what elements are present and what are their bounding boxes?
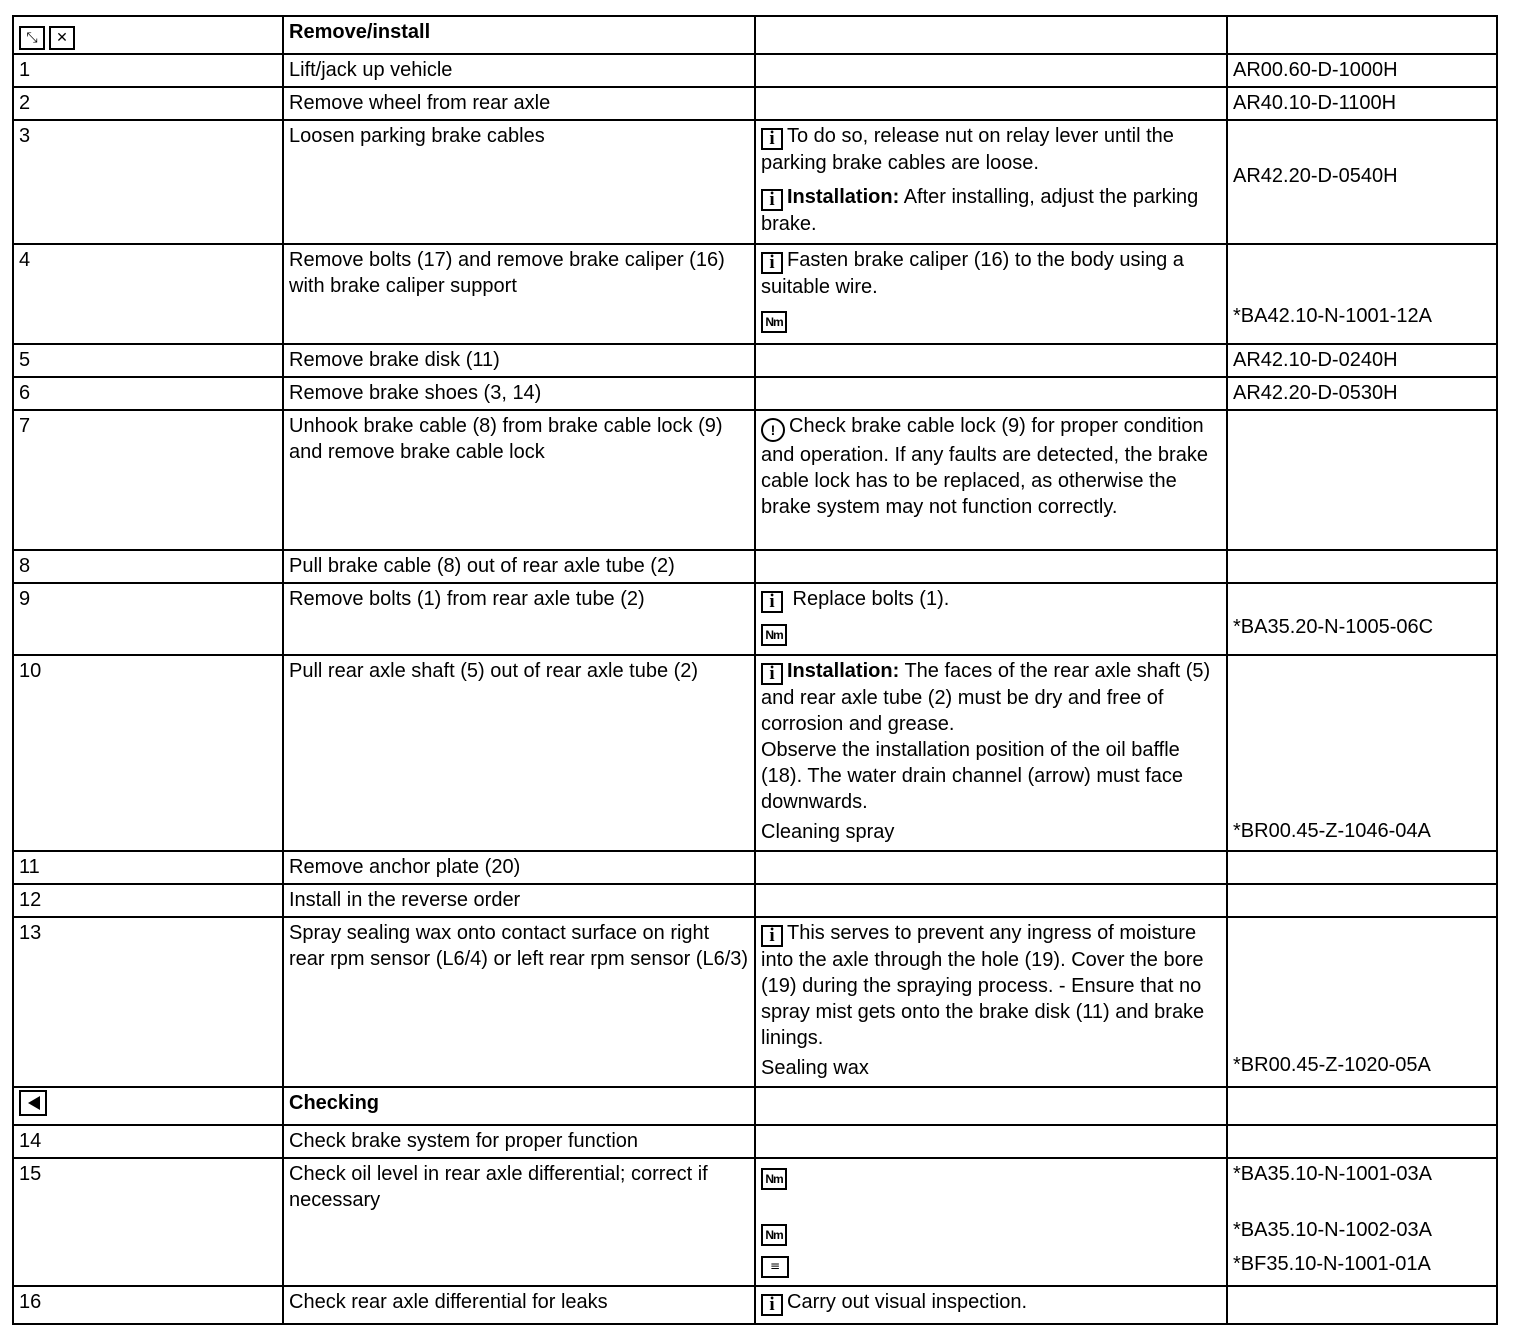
note-label: Installation: xyxy=(787,186,900,208)
table-row xyxy=(13,1158,1497,1286)
step-notes xyxy=(755,244,1227,344)
table-row xyxy=(13,54,1497,87)
note-text: After installing, adjust the parking brake. xyxy=(761,186,1199,235)
document-reference-link[interactable]: *BA35.20-N-1005-06C xyxy=(1233,616,1434,638)
step-number: 10 xyxy=(13,655,283,851)
table-row xyxy=(13,655,1497,851)
procedure-table xyxy=(12,15,1498,1325)
note-text: Cleaning spray xyxy=(761,821,895,843)
torque-icon[interactable]: Nm xyxy=(761,311,787,333)
info-icon: i xyxy=(761,1294,783,1316)
torque-icon[interactable]: Nm xyxy=(761,1168,787,1190)
step-number: 9 xyxy=(13,583,283,655)
note-text: Observe the installation position of the oil baffle (18). The water drain channel (arrow) must face downwards. xyxy=(761,739,1184,813)
document-reference-link[interactable]: *BA42.10-N-1001-12A xyxy=(1233,305,1433,327)
step-number: 13 xyxy=(13,917,283,1087)
step-action: Spray sealing wax onto contact surface on right rear rpm sensor (L6/4) or left rear rpm sensor (L6/3) xyxy=(283,917,755,1087)
document-reference-link[interactable]: *BF35.10-N-1001-01A xyxy=(1233,1253,1431,1275)
reference-cell xyxy=(1227,583,1497,655)
document-reference-link[interactable]: *BA35.10-N-1002-03A xyxy=(1233,1219,1433,1241)
step-number: 8 xyxy=(13,550,283,583)
table-row xyxy=(13,583,1497,655)
section-header-row xyxy=(13,16,1497,54)
info-icon: i xyxy=(761,128,783,150)
table-row xyxy=(13,884,1497,917)
step-number: 1 xyxy=(13,54,283,87)
note-text: Replace bolts (1). xyxy=(787,588,950,610)
reference-cell xyxy=(1227,917,1497,1087)
document-reference-link[interactable]: AR42.10-D-0240H xyxy=(1227,344,1497,377)
collapse-icon[interactable]: ✕ xyxy=(49,26,75,50)
document-reference-link[interactable]: *BR00.45-Z-1046-04A xyxy=(1233,820,1431,842)
table-row xyxy=(13,851,1497,884)
document-reference-link[interactable]: AR42.20-D-0530H xyxy=(1227,377,1497,410)
step-number: 6 xyxy=(13,377,283,410)
step-notes xyxy=(755,917,1227,1087)
section-title: Checking xyxy=(283,1087,755,1125)
header-icons-cell xyxy=(13,16,283,54)
table-row xyxy=(13,1286,1497,1324)
step-number: 7 xyxy=(13,410,283,550)
step-number: 5 xyxy=(13,344,283,377)
step-number: 11 xyxy=(13,851,283,884)
step-notes xyxy=(755,120,1227,244)
note-text: The faces of the rear axle shaft (5) and rear axle tube (2) must be dry and free of corrosion and grease. xyxy=(761,660,1211,735)
step-number: 4 xyxy=(13,244,283,344)
note-text: Sealing wax xyxy=(761,1057,869,1079)
info-icon: i xyxy=(761,189,783,211)
step-action: Remove brake shoes (3, 14) xyxy=(283,377,755,410)
table-row xyxy=(13,1125,1497,1158)
step-number: 16 xyxy=(13,1286,283,1324)
table-row xyxy=(13,410,1497,550)
step-action: Remove anchor plate (20) xyxy=(283,851,755,884)
expand-icon[interactable]: ⤡ xyxy=(19,26,45,50)
document-reference-link[interactable]: AR42.20-D-0540H xyxy=(1233,165,1398,187)
step-action: Remove bolts (17) and remove brake caliper (16) with brake caliper support xyxy=(283,244,755,344)
reference-cell xyxy=(1227,120,1497,244)
step-action: Loosen parking brake cables xyxy=(283,120,755,244)
note-text: Fasten brake caliper (16) to the body using a suitable wire. xyxy=(761,249,1184,298)
reference-cell xyxy=(1227,244,1497,344)
step-action: Pull rear axle shaft (5) out of rear axle tube (2) xyxy=(283,655,755,851)
checking-icon xyxy=(19,1090,47,1116)
checking-icon-cell xyxy=(13,1087,283,1125)
table-row xyxy=(13,244,1497,344)
torque-icon[interactable]: Nm xyxy=(761,1224,787,1246)
reference-cell xyxy=(1227,1158,1497,1286)
step-notes xyxy=(755,583,1227,655)
table-row xyxy=(13,550,1497,583)
reference-cell xyxy=(1227,655,1497,851)
step-notes xyxy=(755,1158,1227,1286)
step-number: 15 xyxy=(13,1158,283,1286)
step-notes xyxy=(755,410,1227,550)
note-text: This serves to prevent any ingress of moisture into the axle through the hole (19). Cover the bore (19) during the spraying process. - Ensure that no spray mist gets onto the brake disk (11) and brake linings. xyxy=(761,922,1205,1049)
table-row xyxy=(13,120,1497,244)
note-text: Carry out visual inspection. xyxy=(787,1291,1028,1313)
warning-icon: ! xyxy=(761,418,785,442)
step-action: Remove brake disk (11) xyxy=(283,344,755,377)
step-notes xyxy=(755,655,1227,851)
table-row xyxy=(13,917,1497,1087)
step-action: Unhook brake cable (8) from brake cable lock (9) and remove brake cable lock xyxy=(283,410,755,550)
step-number: 2 xyxy=(13,87,283,120)
step-action: Remove bolts (1) from rear axle tube (2) xyxy=(283,583,755,655)
fluid-level-icon[interactable]: ≡ xyxy=(761,1256,789,1278)
step-number: 12 xyxy=(13,884,283,917)
document-reference-link[interactable]: *BR00.45-Z-1020-05A xyxy=(1233,1054,1431,1076)
document-reference-link[interactable]: AR00.60-D-1000H xyxy=(1227,54,1497,87)
document-reference-link[interactable]: AR40.10-D-1100H xyxy=(1227,87,1497,120)
step-action: Install in the reverse order xyxy=(283,884,755,917)
step-number: 14 xyxy=(13,1125,283,1158)
table-row xyxy=(13,344,1497,377)
info-icon: i xyxy=(761,663,783,685)
table-row xyxy=(13,87,1497,120)
note-label: Installation: xyxy=(787,660,900,682)
section-header-row xyxy=(13,1087,1497,1125)
table-row xyxy=(13,377,1497,410)
note-text: To do so, release nut on relay lever until the parking brake cables are loose. xyxy=(761,125,1174,174)
torque-icon[interactable]: Nm xyxy=(761,624,787,646)
section-title: Remove/install xyxy=(283,16,755,54)
step-notes xyxy=(755,1286,1227,1324)
document-reference-link[interactable]: *BA35.10-N-1001-03A xyxy=(1233,1163,1433,1185)
info-icon: i xyxy=(761,925,783,947)
step-number: 3 xyxy=(13,120,283,244)
step-action: Remove wheel from rear axle xyxy=(283,87,755,120)
step-action: Check brake system for proper function xyxy=(283,1125,755,1158)
note-text: Check brake cable lock (9) for proper condition and operation. If any faults are detected, the brake cable lock has to be replaced, as otherwise the brake system may not function correctly. xyxy=(761,415,1208,518)
step-action: Check rear axle differential for leaks xyxy=(283,1286,755,1324)
step-action: Lift/jack up vehicle xyxy=(283,54,755,87)
step-action: Pull brake cable (8) out of rear axle tube (2) xyxy=(283,550,755,583)
info-icon: i xyxy=(761,591,783,613)
step-action: Check oil level in rear axle differential; correct if necessary xyxy=(283,1158,755,1286)
info-icon: i xyxy=(761,252,783,274)
